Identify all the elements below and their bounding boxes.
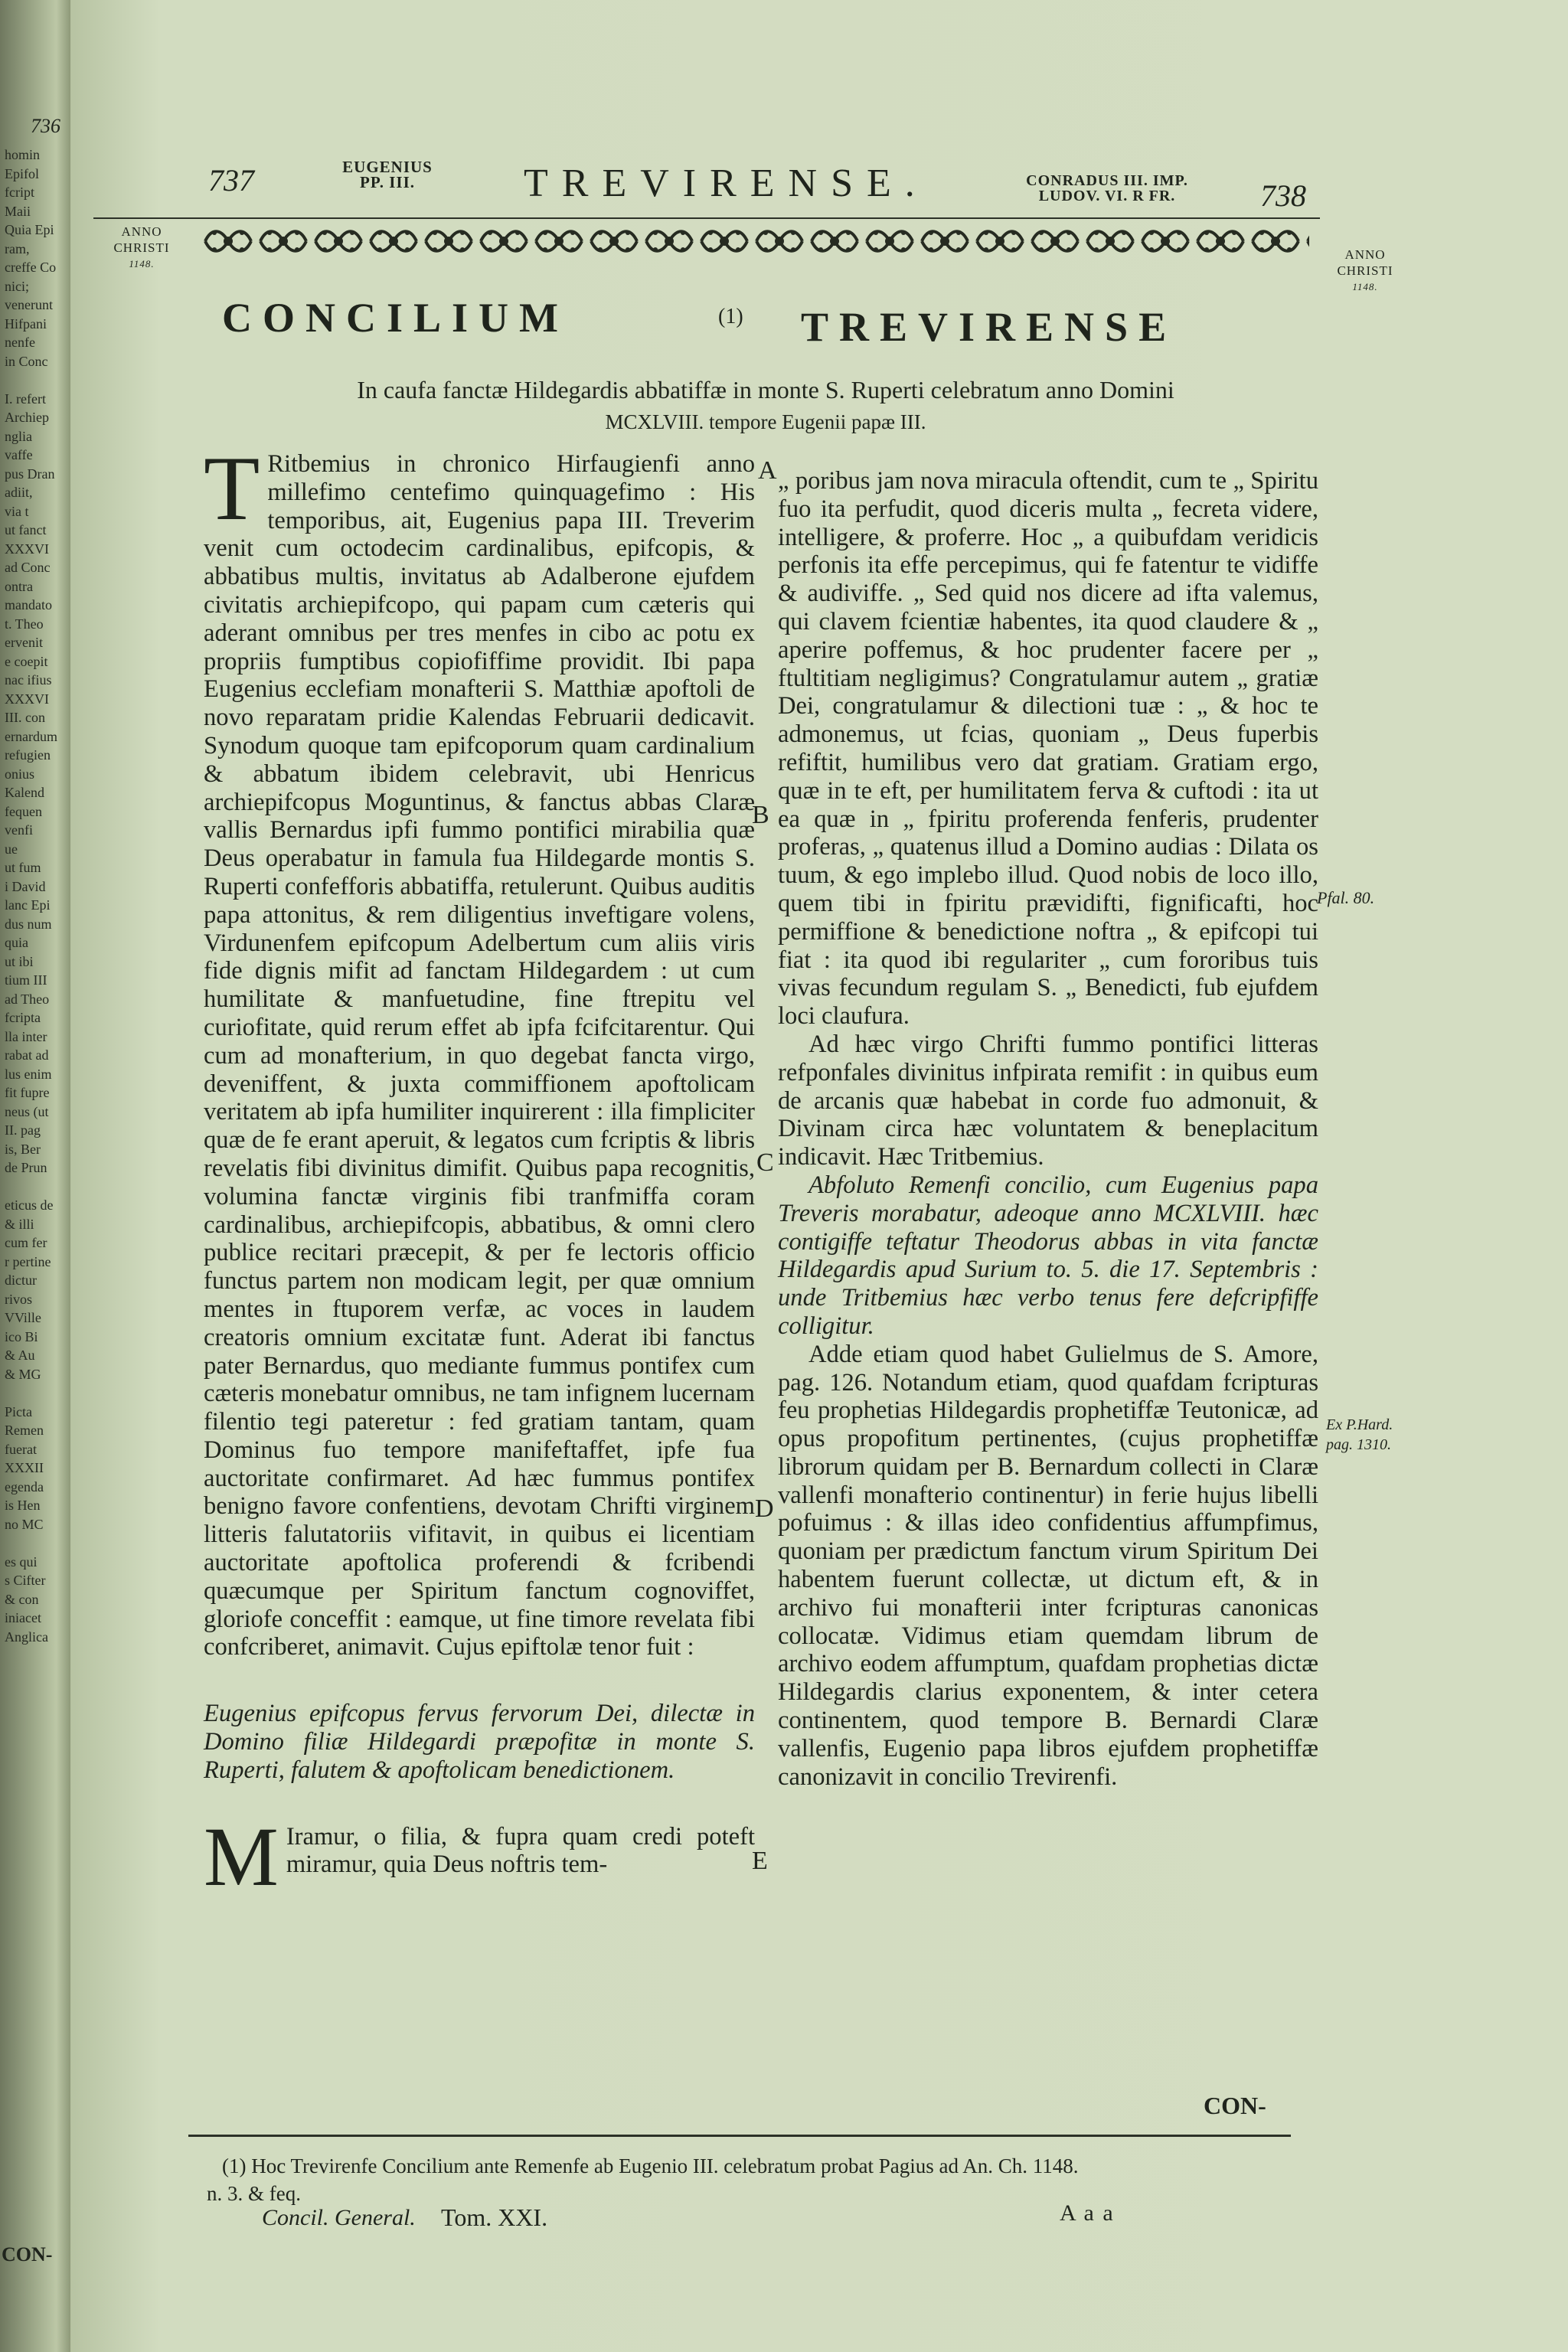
marker-a: A (758, 456, 777, 485)
drop-cap-m: M (204, 1809, 279, 1903)
side-note-hard-line2: pag. 1310. (1326, 1436, 1391, 1453)
right-header-label (992, 173, 1222, 204)
subtitle (260, 374, 1271, 438)
left-page-number: 737 (208, 163, 254, 198)
side-note-hard (1326, 1415, 1393, 1455)
anno-right-year: 1148. (1352, 281, 1378, 292)
left-paragraph-1: Ritbemius in chronico Hirfaugienfi anno millefimo centefimo quinquagefimo : His temporibus, ait, Eugenius papa III. Treverim venit cum octodecim cardinalibus, epifcopis, & abbatibus multis, invitatus ab Adalberone ejufdem civitatis archiepifcopo, qui papam cum cæteris qui aderant omnibus per tres menfes in cibo ac potu ex propriis fumptibus copiofiffime providit. Ibi papa Eugenius ecclefiam monafterii S. Matthiæ apoftoli de novo reparatam pridie Kalendas Februarii dedicavit. Synodum quoque tam epifcoporum quam cardinalium & abbatum ibidem celebravit, ubi Henricus archiepifcopus Moguntinus, & fanctus abbas Claræ vallis Bernardus ipfi fummo pontifici mirabilia quæ Deus operabatur in famula fua Hildegarde montis S. Ruperti confefforis abbatiffa, retulerunt. Quibus auditis papa attonitus, & rem diligentius inveftigare volens, Virdunenfem epifcopum Adelbertum cum aliis viris fide dignis mifit ad fanctam Hildegardem : ut cum humilitate & manfuetudine, fine ftrepitu vel curiofitate, quid rerum effet ab ipfa fcifcitarentur. Qui cum ad monafterium, in quo degebat fancta virgo, deveniffent, & juxta commiffionem apoftolicam veritatem ab ipfa humiliter inquirerent : illa fimpliciter quæ de fe erant aperuit, & legatos cum fcriptis & libris revelatis fibi divinitus dimifit. Quibus papa recognitis, volumina fanctæ virginis fibi tranfmiffa coram cardinalibus, archiepifcopis, abbatibus, & omni clero publice recitari præcepit, & per fe lectoris officio functus partem non modicam legit, per quæ omnium mentes in ftuporem verfæ, ac voces in laudem creatoris omnium excitatæ funt. Aderat ibi fanctus pater Bernardus, quo mediante fummus pontifex cum cæteris monebatur omnibus, ne tam infignem lucernam filentio tegi pateretur : fed gratiam tantam, quam Dominus fuo tempore manifeftaffet, ipfe fua auctoritate confirmaret. Ad hæc fummus pontifex benigno favore confentiens, devotam Chrifti virginem litteris falutatoriis vifitavit, in quibus ei licentiam auctoritate apoftolica proferendi & fcribendi quæcumque per Spiritum fanctum cognoviffet, gloriofe conceffit : eamque, ut fine timore revelata fibi confcriberet, animavit. Cujus epiftolæ tenor fuit : (204, 450, 755, 1661)
anno-left-line1: ANNO (121, 224, 162, 239)
footer-rule (188, 2135, 1291, 2137)
tome-label: Tom. XXI. (441, 2203, 548, 2231)
subtitle-line1: In caufa fanctæ Hildegardis abbatiffæ in monte S. Ruperti celebratum anno Domini (357, 376, 1174, 403)
marker-e: E (752, 1847, 768, 1875)
drop-cap-t: T (204, 437, 260, 539)
side-note-hard-line1: Ex P.Hard. (1326, 1416, 1393, 1433)
catchword: CON- (1204, 2092, 1266, 2119)
left-paragraph-2: Iramur, o filia, & fupra quam credi poteft miramur, quia Deus noftris tem- (286, 1822, 755, 1879)
right-page-number: 738 (1260, 178, 1306, 213)
running-title: TREVIRENSE. (524, 162, 929, 205)
right-column (778, 467, 1318, 1791)
right-paragraph-1: „ poribus jam nova miracula oftendit, cum te „ Spiritu fuo ita perfudit, quod diceris multa „ fecreta videre, intelligere, & proferre. Hoc „ a quibufdam veridicis perfonis ita effe percepimus, qui fe fatentur te vidiffe & audiviffe. „ Sed quid nos dicere ad ifta valemus, qui clavem fcientiæ habentes, ita quod claudere & „ aperire poffemus, & hoc prudenter facere per „ ftultitiam negligimus? Congratulamur autem „ gratiæ Dei, congratulamur & dilectioni tuæ : „ & hoc te admonemus, ut fcias, quoniam „ Deus fuperbis refiftit, humilibus vero dat gratiam. Gratiam ergo, quæ in te eft, per humilitatem ferva & cuftodi : ita ut ea quæ in „ fpiritu proferenda fenferis, prudenter proferas, „ quatenus illud a Domino audias : Dilata os tuum, & ego implebo illud. Quod nobis de loco illo, quem tibi in fpiritu prævidifti, fignificafti, hoc permiffione & benedictione noftra „ & epifcopi tui fiat : ita quod ibi regulariter „ cum fororibus tuis vivas fecundum regulam S. „ Benedicti, fub ejufdem loci claufura. (778, 467, 1318, 1031)
side-note-psalm: Pfal. 80. (1317, 888, 1375, 907)
header-rule (93, 217, 1320, 219)
marker-d: D (755, 1494, 774, 1523)
spine-page-number: 736 (31, 115, 60, 137)
papal-salutation: Eugenius epifcopus fervus fervorum Dei, dilectæ in Domino filiæ Hildegardi præpofitæ in monte S. Ruperti, falutem & apoftolicam benedictionem. (204, 1700, 755, 1784)
anno-christi-right (1323, 247, 1407, 295)
spine-footer: CON- (2, 2243, 53, 2265)
anno-left-year: 1148. (129, 258, 155, 270)
spine-marginal-text: homin Epifol fcript Maii Quia Epi ram, creffe Co nici; venerunt Hifpani nenfe in Conc I. refert Archiep nglia vaffe pus Dran adiit, via t ut fanct XXXVI ad Conc ontra mandato t. Theo ervenit e coepit nac ifius XXXVI III. con ernardum refugien onius Kalend fequen venfi ue ut fum i David lanc Epi dus num quia ut ibi tium III ad Theo fcripta lla inter rabat ad lus enim fit fupre neus (ut II. pag is, Ber de Prun eticus de & illi cum fer r pertine dictur rivos VVille ico Bi & Au & MG Picta Remen fuerat XXXII egenda is Hen no MC es qui s Cifter & con iniacet Anglica (5, 147, 57, 1645)
left-header-label (334, 159, 441, 190)
ornamental-band (201, 224, 1309, 259)
title-footnote-ref: (1) (718, 305, 743, 328)
letter-opening (204, 1809, 755, 1903)
footnote-line2: n. 3. & feq. (207, 2182, 301, 2205)
anno-christi-left (100, 224, 184, 272)
council-title-part2: TREVIRENSE (801, 304, 1178, 350)
subtitle-line2: MCXLVIII. tempore Eugenii papæ III. (605, 410, 926, 433)
right-paragraph-4: Adde etiam quod habet Gulielmus de S. Amore, pag. 126. Notandum etiam, quod quafdam fcripturas feu prophetias Hildegardis prophetiffæ Teutonicæ, ad opus propofitum pertinentes, (cujus prophetiffæ librorum quidam per B. Bernardum collecti in Claræ vallenfi monafterio continentur) in ferie hujus libelli pofuimus : & illas ideo confidentius affumpfimus, quoniam per prædictum fanctum virum Spiritum Dei habentem fuerunt collectæ, ut dictum eft, & in archivo fui monafterii inter fcripturas canonicas collocatæ. Vidimus etiam quemdam librum de archivo eodem affumptum, quafdam prophetias dictæ Hildegardis clarius exponentem, & inter cetera continentem, quod tempore B. Bernardi Claræ vallenfis, Eugenio papa libros ejufdem prophetiffæ canonizavit in concilio Trevirenfi. (778, 1340, 1318, 1791)
left-header-line1: EUGENIUS (342, 158, 433, 176)
left-page-spine (0, 0, 70, 2352)
right-header-line1: CONRADUS III. IMP. (1026, 172, 1188, 189)
volume-label: Concil. General. (262, 2205, 416, 2230)
right-paragraph-3: Abfoluto Remenfi concilio, cum Eugenius papa Treveris morabatur, adeoque anno MCXLVIII. hæc contigiffe teftatur Theodorus abbas in vita fanctæ Hildegardis apud Surium to. 5. die 17. Septembris : unde Tritbemius hæc verbo tenus fere defcripfiffe colligitur. (778, 1171, 1318, 1340)
left-header-line2: PP. III. (360, 173, 415, 191)
anno-right-line2: CHRISTI (1337, 263, 1393, 278)
right-header-line2: LUDOV. VI. R FR. (1038, 188, 1176, 204)
council-title-part1: CONCILIUM (222, 295, 570, 341)
marker-b: B (752, 801, 769, 829)
right-paragraph-2: Ad hæc virgo Chrifti fummo pontifici litteras refponfales divinitus infpirata remifit : in quibus eum de arcanis quæ habebat in corde fuo admonuit, & Divinam circa hæc voluntatem & beneplacitum indicavit. Hæc Tritbemius. (778, 1030, 1318, 1171)
anno-left-line2: CHRISTI (113, 240, 170, 255)
footnote-line1: (1) Hoc Trevirenfe Concilium ante Remenfe ab Eugenio III. celebratum probat Pagius ad An. Ch. 1148. (222, 2154, 1079, 2177)
signature-mark: A a a (1060, 2200, 1115, 2226)
anno-right-line1: ANNO (1344, 247, 1386, 262)
left-column (204, 437, 755, 1903)
marker-c: C (756, 1148, 774, 1177)
